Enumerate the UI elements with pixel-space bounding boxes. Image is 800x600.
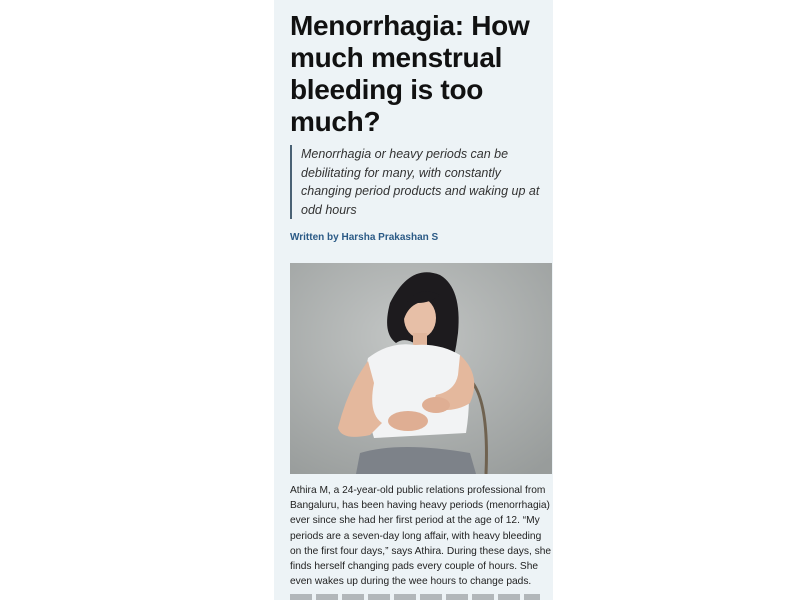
article-photo: [290, 263, 552, 474]
article-column: [274, 0, 553, 600]
article-standfirst: Menorrhagia or heavy periods can be debilitating for many, with constantly changing period products and waking up at odd hours: [290, 145, 551, 219]
next-paragraph-fragment: [290, 594, 540, 600]
byline-prefix: Written by: [290, 232, 342, 243]
byline: [290, 232, 438, 243]
author-link[interactable]: Harsha Prakashan S: [341, 232, 439, 243]
article-title: Menorrhagia: How much menstrual bleeding is too much?: [290, 10, 530, 137]
article-body-paragraph: Athira M, a 24-year-old public relations professional from Bangaluru, has been having heavy periods (menorrhagia) ever since she had her first period at the age of 12. “My periods are a seven-day long affair, with heavy bleeding on the first four days,” says Athira. During these days, she finds herself changing pads every couple of hours. She even wakes up during the wee hours to change pads.: [290, 485, 552, 588]
woman-holding-stomach-photo: [290, 263, 552, 474]
